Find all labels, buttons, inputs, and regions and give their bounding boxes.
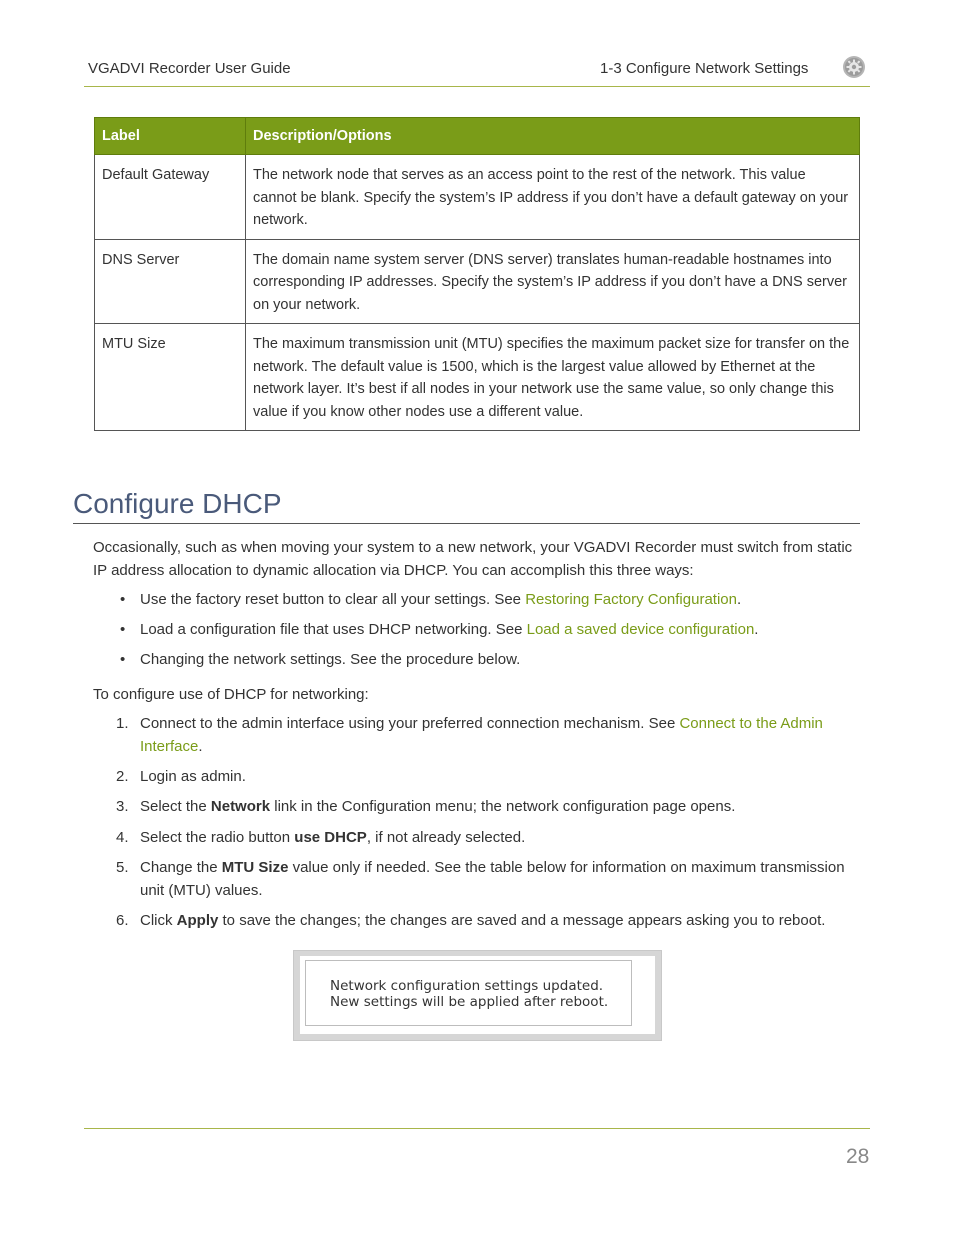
bullet-text-end: . [736, 591, 742, 608]
step-text-end: . [198, 737, 203, 755]
step-text: Select the radio button [140, 829, 295, 846]
page-number: 28 [846, 1145, 870, 1168]
row-description: The network node that serves as an access point to the rest of the network. This value cannot be blank. Specify the system’s IP address if you don’t have a default gateway on your network. [246, 155, 860, 240]
step-text-end: to save the changes; the changes are saved and a message appears asking you to reboot. [218, 912, 826, 929]
step-text: Change the [140, 859, 222, 876]
table-header-description: Description/Options [246, 118, 860, 155]
step-number: 1. [116, 715, 129, 732]
step-text: Select the [140, 798, 211, 815]
link-connect-to-admin-interface[interactable]: Connect to the Admin Interface [140, 715, 823, 755]
step-text: Click [140, 912, 177, 929]
step-bold: Network [210, 798, 271, 815]
step-text: Login as admin. [140, 768, 246, 785]
bullet-icon: • [120, 621, 126, 638]
row-description: The maximum transmission unit (MTU) specifies the maximum packet size for transfer on the network. The default value is 1500, which is the largest value allowed by Ethernet at the network layer. It’s best if all nodes in your network use the same value, so only change this value if you know other nodes use a different value. [246, 324, 860, 431]
step-text-end: value only if needed. See the table below for information on maximum transmission unit (MTU) values. [140, 859, 845, 899]
bullet-text: Changing the network settings. See the procedure below. [140, 651, 521, 668]
step-text-end: , if not already selected. [366, 829, 526, 846]
step-number: 2. [116, 768, 129, 785]
bullet-icon: • [120, 651, 126, 668]
message-text [330, 978, 608, 1010]
intro-paragraph: Occasionally, such as when moving your system to a new network, your VGADVI Recorder must switch from static IP address allocation to dynamic allocation via DHCP. You can accomplish this three ways: [93, 539, 853, 579]
step-bold: MTU Size [221, 859, 289, 876]
step-number: 6. [116, 912, 129, 929]
procedure-intro: To configure use of DHCP for networking: [93, 686, 369, 703]
row-description: The domain name system server (DNS server) translates human-readable hostnames into corresponding IP addresses. Specify the system’s IP address if you don’t have a DNS server on your network. [246, 239, 860, 324]
table-header-label: Label [95, 118, 246, 155]
table-header-row [95, 118, 860, 155]
network-options-table [94, 117, 860, 431]
table-row [95, 324, 860, 431]
row-label: DNS Server [95, 239, 246, 324]
section-breadcrumb: 1-3 Configure Network Settings [600, 60, 809, 77]
bullet-icon: • [120, 591, 126, 608]
step-text: Connect to the admin interface using your preferred connection mechanism. See [140, 715, 680, 732]
table-row [95, 239, 860, 324]
bullet-text-end: . [754, 621, 759, 638]
bullet-text: Load a configuration file that uses DHCP networking. See [140, 621, 527, 638]
footer-divider [84, 1128, 870, 1129]
step-bold: use DHCP [294, 829, 367, 846]
bullet-text: Use the factory reset button to clear all your settings. See [140, 591, 526, 608]
step-number: 4. [116, 829, 129, 846]
row-label: Default Gateway [95, 155, 246, 240]
row-label: MTU Size [95, 324, 246, 431]
table-row [95, 155, 860, 240]
header-divider [84, 86, 870, 87]
section-heading: Configure DHCP [73, 488, 282, 519]
link-restoring-factory-configuration[interactable]: Restoring Factory Configuration [525, 591, 737, 608]
message-line-2: New settings will be applied after reboot. [330, 994, 609, 1010]
step-bold: Apply [176, 912, 219, 929]
step-number: 5. [116, 859, 129, 876]
link-load-saved-device-configuration[interactable]: Load a saved device configuration [526, 621, 755, 638]
step-number: 3. [116, 798, 129, 815]
document-title: VGADVI Recorder User Guide [88, 60, 291, 77]
gear-badge-icon [842, 55, 866, 79]
section-heading-underline [73, 523, 860, 524]
message-line-1: Network configuration settings updated. [330, 978, 604, 994]
step-text-end: link in the Configuration menu; the network configuration page opens. [270, 798, 736, 815]
